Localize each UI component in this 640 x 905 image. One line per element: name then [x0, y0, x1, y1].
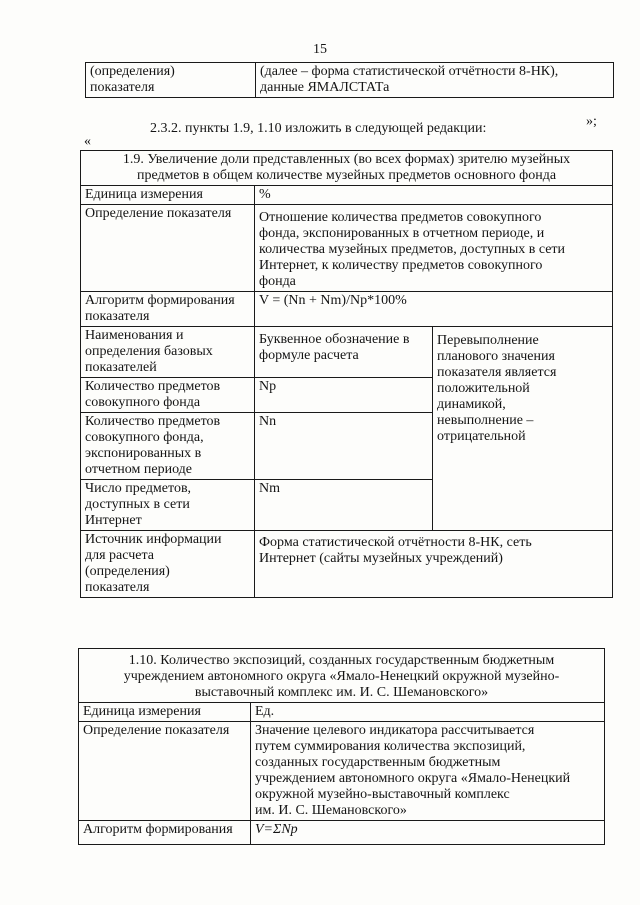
page-number: 15	[313, 42, 327, 57]
indicator-1-9-title: 1.9. Увеличение доли представленных (во всех формах) зрителю музейных предметов в общем количестве музейных предметов основного фонда	[81, 151, 613, 186]
base-indicators-label: Наименования и определения базовых показателей	[81, 327, 255, 378]
definition-label: Определение показателя	[79, 722, 251, 821]
closing-quote: »;	[586, 114, 597, 129]
unit-label: Единица измерения	[79, 703, 251, 722]
base-indicator-symbol: Nn	[255, 413, 433, 480]
unit-value: Ед.	[251, 703, 605, 722]
opening-quote: «	[84, 134, 91, 149]
symbol-column-header: Буквенное обозначение в формуле расчета	[255, 327, 433, 378]
indicator-1-10-title: 1.10. Количество экспозиций, созданных государственным бюджетным учреждением автономного округа «Ямало-Ненецкий окружной музейно- выставочный комплекс им. И. С. Шемановского»	[79, 649, 605, 703]
top-table-right-cell: (далее – форма статистической отчётности 8-НК), данные ЯМАЛСТАТа	[256, 63, 614, 98]
base-indicator-symbol: Nm	[255, 480, 433, 531]
base-indicator-symbol: Np	[255, 378, 433, 413]
top-table-left-cell: (определения) показателя	[86, 63, 256, 98]
unit-label: Единица измерения	[81, 186, 255, 205]
amendment-paragraph: 2.3.2. пункты 1.9, 1.10 изложить в следующей редакции:	[150, 121, 487, 136]
definition-label: Определение показателя	[81, 205, 255, 292]
source-value: Форма статистической отчётности 8-НК, сеть Интернет (сайты музейных учреждений)	[255, 531, 613, 598]
algorithm-label: Алгоритм формирования показателя	[81, 292, 255, 327]
algorithm-label: Алгоритм формирования	[79, 821, 251, 845]
indicator-table-1-10	[78, 648, 605, 845]
indicator-table-1-9	[80, 150, 613, 598]
unit-value: %	[255, 186, 613, 205]
base-indicator-label: Количество предметов совокупного фонда, экспонированных в отчетном периоде	[81, 413, 255, 480]
base-indicator-label: Количество предметов совокупного фонда	[81, 378, 255, 413]
base-indicator-label: Число предметов, доступных в сети Интернет	[81, 480, 255, 531]
performance-note: Перевыполнение планового значения показателя является положительной динамикой, невыполнение – отрицательной	[433, 327, 613, 531]
algorithm-formula: V = (Nn + Nm)/Np*100%	[255, 292, 613, 327]
definition-value: Отношение количества предметов совокупного фонда, экспонированных в отчетном периоде, и количества музейных предметов, доступных в сети Интернет, к количеству предметов совокупного фонда	[255, 205, 613, 292]
definition-value: Значение целевого индикатора рассчитывается путем суммирования количества экспозиций, созданных государственным бюджетным учреждением автономного округа «Ямало-Ненецкий окружной музейно-выставочный комплекс им. И. С. Шемановского»	[251, 722, 605, 821]
top-table-fragment	[85, 62, 614, 98]
algorithm-formula: V=ΣNp	[251, 821, 605, 845]
source-label: Источник информации для расчета (определения) показателя	[81, 531, 255, 598]
